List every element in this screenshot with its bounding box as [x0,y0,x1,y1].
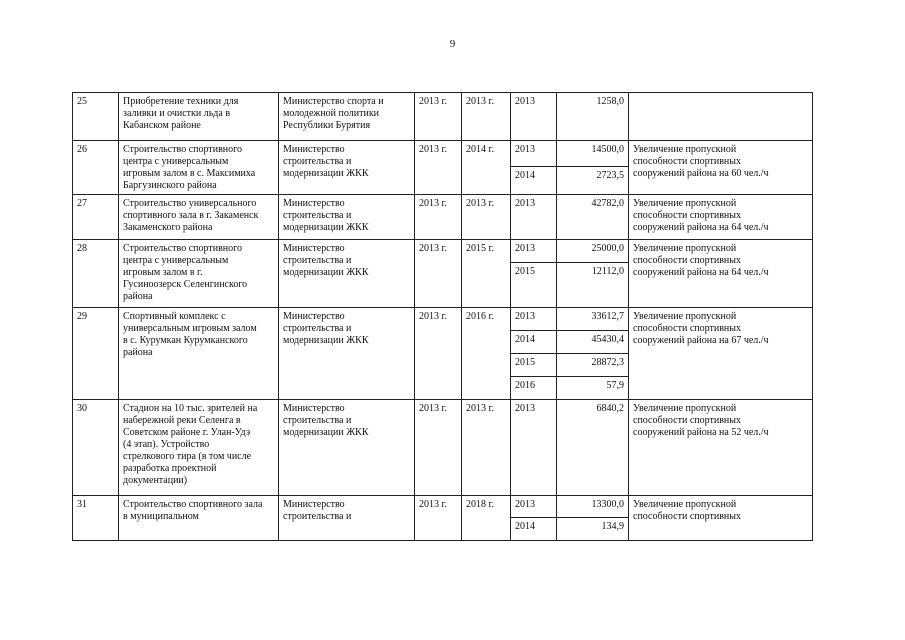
cell-line: заливки и очистки льда в [123,108,231,119]
financing-amount: 14500,0 [557,141,629,167]
financing-year: 2015 [511,354,557,377]
cell-line: Строительство универсального [123,198,257,209]
row-number: 27 [73,195,119,240]
cell-line: способности спортивных [633,210,741,221]
cell-line: Увеличение пропускной [633,499,737,510]
cell-line: модернизации ЖКК [283,427,369,438]
cell-line: модернизации ЖКК [283,222,369,233]
financing-year: 2013 [511,93,557,141]
financing-year: 2016 [511,377,557,400]
financing-year: 2013 [511,240,557,263]
object-name [119,240,279,308]
cell-line: Министерство [283,144,345,155]
expected-effect [629,240,813,308]
start-year: 2013 г. [415,308,462,400]
object-name [119,400,279,496]
cell-line: строительства и [283,156,352,167]
row-number: 25 [73,93,119,141]
object-name [119,141,279,195]
cell-line: Строительство спортивного [123,144,243,155]
cell-line: Министерство [283,403,345,414]
start-year: 2013 г. [415,400,462,496]
object-name [119,195,279,240]
cell-line: сооружений района на 64 чел./ч [633,222,769,233]
cell-line: Закаменского района [123,222,213,233]
ministry [279,141,415,195]
cell-line: Приобретение техники для [123,96,239,107]
ministry [279,308,415,400]
cell-line: Увеличение пропускной [633,144,737,155]
cell-line: Советском районе г. Улан-Удэ [123,427,251,438]
cell-line: спортивного зала в г. Закаменск [123,210,259,221]
row-number: 28 [73,240,119,308]
row-number: 29 [73,308,119,400]
cell-line: Кабанском районе [123,120,201,131]
cell-line: Строительство спортивного [123,243,243,254]
financing-amount: 134,9 [557,518,629,541]
expected-effect [629,400,813,496]
cell-line: Министерство [283,243,345,254]
financing-amount: 2723,5 [557,167,629,195]
object-name [119,496,279,541]
end-year: 2014 г. [462,141,511,195]
cell-line: Строительство спортивного зала [123,499,263,510]
cell-line: центра с универсальным [123,255,229,266]
cell-line: центра с универсальным [123,156,229,167]
start-year: 2013 г. [415,195,462,240]
cell-line: Увеличение пропускной [633,243,737,254]
start-year: 2013 г. [415,496,462,541]
end-year: 2016 г. [462,308,511,400]
table-row [73,195,813,240]
cell-line: Министерство [283,499,345,510]
cell-line: Баргузинского района [123,180,217,191]
cell-line: игровым залом в с. Максимиха [123,168,256,179]
ministry [279,496,415,541]
cell-line: сооружений района на 67 чел./ч [633,335,769,346]
table-row [73,400,813,496]
cell-line: способности спортивных [633,415,741,426]
page-number: 9 [449,38,456,50]
cell-line: Увеличение пропускной [633,198,737,209]
cell-line: строительства и [283,415,352,426]
cell-line: в муниципальном [123,511,199,522]
expected-effect [629,195,813,240]
end-year: 2018 г. [462,496,511,541]
cell-line: района [123,347,153,358]
financing-year: 2013 [511,195,557,240]
cell-line: Увеличение пропускной [633,311,737,322]
expected-effect [629,308,813,400]
cell-line: Увеличение пропускной [633,403,737,414]
financing-year: 2013 [511,496,557,518]
financing-amount: 25000,0 [557,240,629,263]
cell-line: района [123,291,153,302]
cell-line: способности спортивных [633,323,741,334]
financing-year: 2013 [511,141,557,167]
cell-line: сооружений района на 64 чел./ч [633,267,769,278]
table-row [73,496,813,518]
ministry [279,240,415,308]
cell-line: модернизации ЖКК [283,168,369,179]
cell-line: Спортивный комплекс с [123,311,226,322]
cell-line: модернизации ЖКК [283,267,369,278]
financing-amount: 28872,3 [557,354,629,377]
cell-line: документации) [123,475,188,486]
cell-line: Министерство [283,198,345,209]
financing-amount: 6840,2 [557,400,629,496]
cell-line: универсальным игровым залом [123,323,257,334]
financing-amount: 1258,0 [557,93,629,141]
end-year: 2013 г. [462,93,511,141]
end-year: 2013 г. [462,400,511,496]
financing-amount: 33612,7 [557,308,629,331]
financing-year: 2014 [511,167,557,195]
ministry [279,195,415,240]
cell-line: строительства и [283,210,352,221]
table-row [73,93,813,141]
row-number: 30 [73,400,119,496]
start-year: 2013 г. [415,240,462,308]
cell-line: Республики Бурятия [283,120,371,131]
expected-effect [629,496,813,541]
start-year: 2013 г. [415,141,462,195]
end-year: 2015 г. [462,240,511,308]
financing-year: 2014 [511,331,557,354]
object-name [119,93,279,141]
cell-line: способности спортивных [633,511,741,522]
table-row [73,308,813,331]
cell-line: Министерство спорта и [283,96,384,107]
ministry [279,400,415,496]
cell-line: разработка проектной [123,463,217,474]
financing-year: 2015 [511,263,557,308]
cell-line: способности спортивных [633,255,741,266]
row-number: 31 [73,496,119,541]
financing-amount: 42782,0 [557,195,629,240]
cell-line: в с. Курумкан Курумканского [123,335,248,346]
financing-amount: 13300,0 [557,496,629,518]
expected-effect [629,141,813,195]
row-number: 26 [73,141,119,195]
cell-line: (4 этап). Устройство [123,439,210,450]
cell-line: игровым залом в г. [123,267,203,278]
financing-year: 2013 [511,308,557,331]
financing-amount: 12112,0 [557,263,629,308]
cell-line: способности спортивных [633,156,741,167]
cell-line: строительства и [283,255,352,266]
table-row [73,141,813,167]
cell-line: сооружений района на 60 чел./ч [633,168,769,179]
financing-year: 2013 [511,400,557,496]
cell-line: Гусиноозерск Селенгинского [123,279,248,290]
cell-line: Стадион на 10 тыс. зрителей на [123,403,258,414]
ministry [279,93,415,141]
cell-line: модернизации ЖКК [283,335,369,346]
cell-line: строительства и [283,511,352,522]
cell-line: стрелкового тира (в том числе [123,451,252,462]
end-year: 2013 г. [462,195,511,240]
object-name [119,308,279,400]
cell-line: Министерство [283,311,345,322]
cell-line: молодежной политики [283,108,380,119]
cell-line: сооружений района на 52 чел./ч [633,427,769,438]
cell-line: строительства и [283,323,352,334]
financing-amount: 45430,4 [557,331,629,354]
financing-amount: 57,9 [557,377,629,400]
financing-year: 2014 [511,518,557,541]
program-table [72,92,813,541]
cell-line: набережной реки Селенга в [123,415,241,426]
expected-effect [629,93,813,141]
table-row [73,240,813,263]
start-year: 2013 г. [415,93,462,141]
